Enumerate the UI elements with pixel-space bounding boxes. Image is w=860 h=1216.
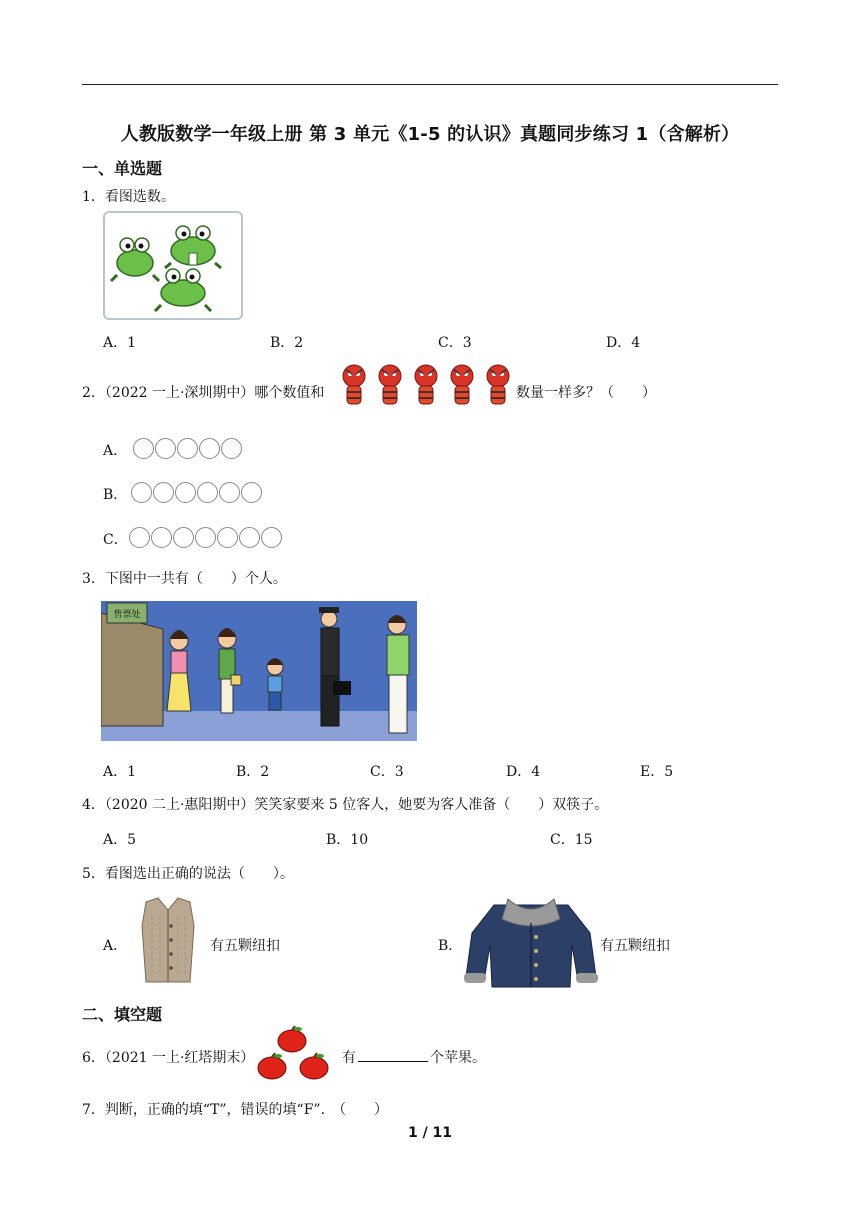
question-3-text: 3．下图中一共有（ ）个人。: [82, 571, 287, 587]
apples-image: [254, 1025, 332, 1083]
question-1-text: 1．看图选数。: [82, 189, 175, 205]
q4-option-c: C．15: [550, 832, 593, 848]
circle-icon: [175, 482, 196, 503]
circle-icon: [131, 482, 152, 503]
question-7-text: 7．判断，正确的填“T”，错误的填“F”. （ ）: [82, 1102, 389, 1118]
vest-image: [128, 896, 208, 986]
q1-option-d: D．4: [606, 335, 641, 351]
document-title: 人教版数学一年级上册 第 3 单元《1-5 的认识》真题同步练习 1（含解析）: [120, 124, 740, 145]
apple-icon: [278, 1026, 306, 1052]
question-6-mid: 有: [342, 1050, 356, 1066]
circle-icon: [155, 438, 176, 459]
question-2-suffix: 数量一样多？（ ）: [516, 385, 656, 401]
tigers-image: [338, 362, 516, 414]
circle-icon: [197, 482, 218, 503]
q2-option-c: C．: [103, 532, 128, 548]
q5-option-a-text: 有五颗纽扣: [210, 938, 280, 954]
frog-icon: [155, 269, 211, 311]
q2-option-b: B．: [103, 487, 128, 503]
q1-option-b: B．2: [270, 335, 304, 351]
q3-option-a: A．1: [103, 764, 137, 780]
question-6-suffix: 个苹果。: [430, 1050, 486, 1066]
question-2-prefix: 2．（2022 一上·深圳期中）哪个数值和: [82, 385, 325, 401]
frogs-illustration: [105, 213, 241, 318]
circle-icon: [195, 527, 216, 548]
circle-icon: [261, 527, 282, 548]
person-icon: [267, 658, 283, 710]
q3-option-e: E．5: [640, 764, 674, 780]
q2-option-c-circles: [129, 527, 282, 548]
circle-icon: [217, 527, 238, 548]
circle-icon: [221, 438, 242, 459]
q5-option-a-label: A．: [103, 938, 128, 954]
answer-blank[interactable]: [358, 1047, 428, 1062]
q5-option-b-label: B．: [438, 938, 463, 954]
question-6-answer-line: [342, 1047, 486, 1067]
circle-icon: [129, 527, 150, 548]
ticket-line-image: [101, 601, 417, 741]
q1-option-a: A．1: [103, 335, 137, 351]
tigers-illustration: [338, 362, 516, 414]
frog-icon: [111, 238, 159, 281]
circle-icon: [153, 482, 174, 503]
page-number: 1 / 11: [407, 1125, 453, 1141]
apple-icon: [258, 1053, 286, 1079]
circle-icon: [133, 438, 154, 459]
section-heading-fill-blank: 二、填空题: [82, 1005, 163, 1024]
q2-option-b-circles: [131, 482, 262, 503]
section-heading-single-choice: 一、单选题: [82, 159, 163, 178]
header-rule: [82, 84, 778, 85]
question-6-prefix: 6．（2021 一上·红塔期末）: [82, 1050, 255, 1066]
ticket-line-illustration: [101, 601, 417, 741]
q2-option-a: A．: [103, 443, 128, 459]
q3-option-d: D．4: [506, 764, 541, 780]
q4-option-a: A．5: [103, 832, 137, 848]
apple-icon: [300, 1053, 328, 1079]
jacket-image: [464, 893, 598, 989]
circle-icon: [199, 438, 220, 459]
circle-icon: [177, 438, 198, 459]
ticket-office-sign: 售票处: [113, 610, 141, 620]
jacket-icon: [464, 893, 598, 989]
q2-option-a-circles: [133, 438, 242, 459]
frogs-image: [103, 211, 243, 320]
tiger-icon: [343, 365, 365, 404]
question-4-text: 4．（2020 二上·惠阳期中）笑笑家要来 5 位客人，她要为客人准备（ ）双筷子。: [82, 797, 609, 813]
q3-option-b: B．2: [236, 764, 270, 780]
frog-icon: [165, 226, 221, 268]
question-5-text: 5．看图选出正确的说法（ ）。: [82, 866, 294, 882]
circle-icon: [151, 527, 172, 548]
q4-option-b: B．10: [326, 832, 369, 848]
q3-option-c: C．3: [370, 764, 404, 780]
circle-icon: [241, 482, 262, 503]
q1-option-c: C．3: [438, 335, 472, 351]
vest-icon: [128, 896, 208, 986]
circle-icon: [239, 527, 260, 548]
person-icon: [167, 630, 191, 711]
circle-icon: [219, 482, 240, 503]
q5-option-b-text: 有五颗纽扣: [600, 938, 670, 954]
circle-icon: [173, 527, 194, 548]
apples-illustration: [254, 1025, 332, 1083]
